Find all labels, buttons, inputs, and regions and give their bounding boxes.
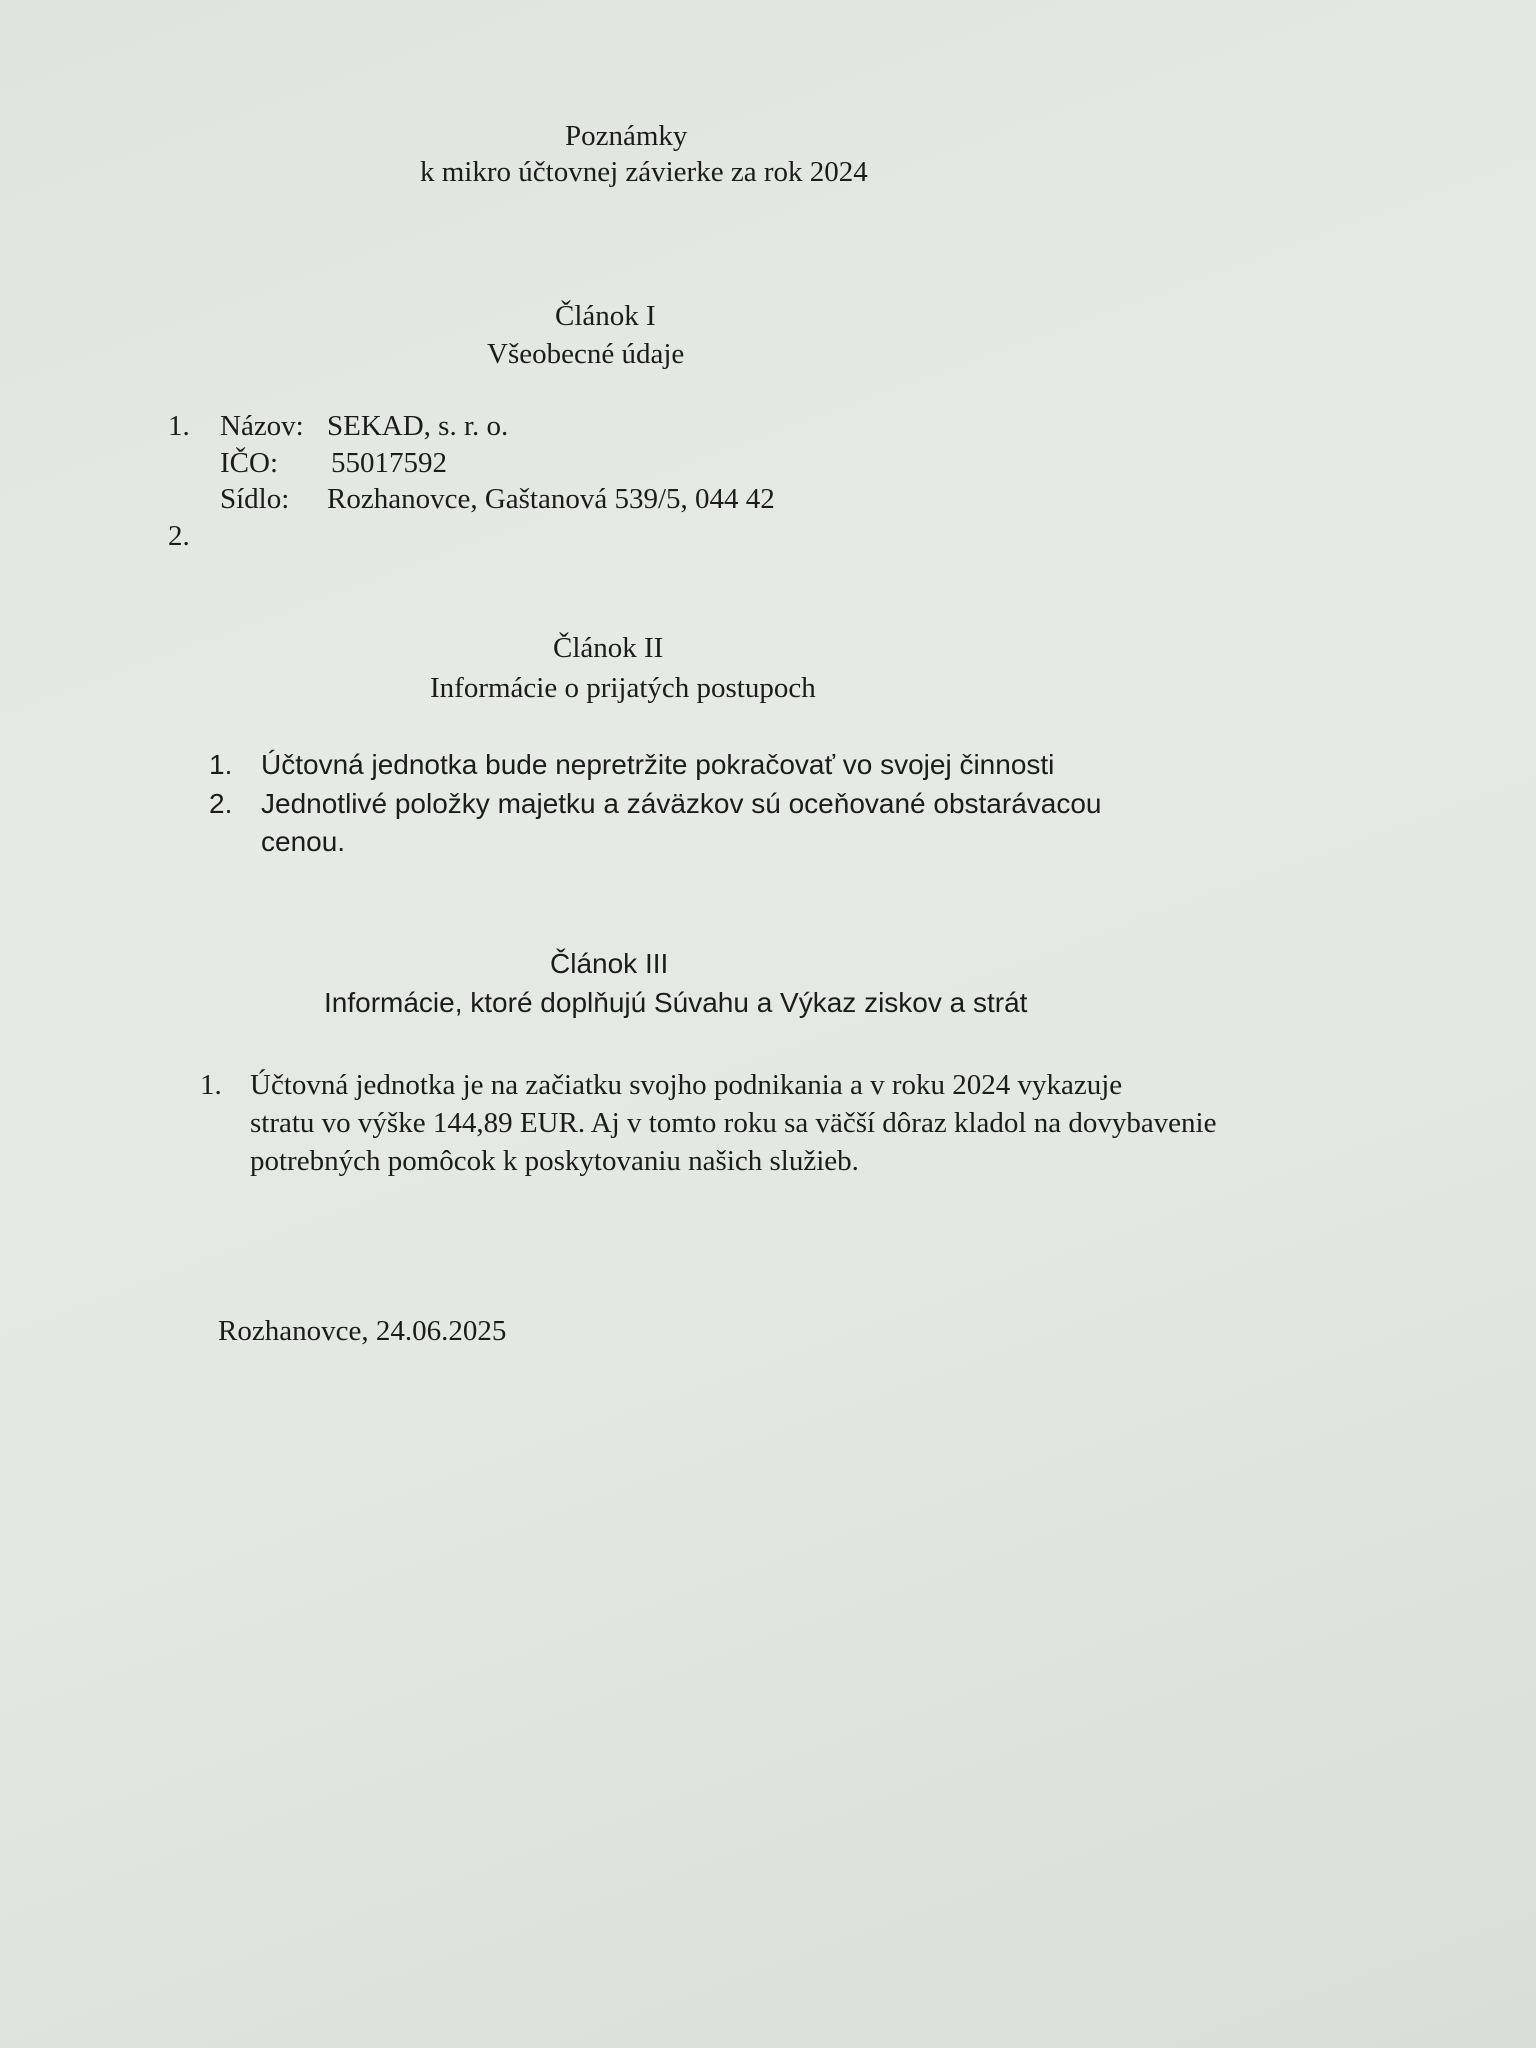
place-and-date: Rozhanovce, 24.06.2025: [218, 1315, 507, 1347]
article-2-item-2-text-line-2: cenou.: [261, 826, 346, 857]
article-2-number: Článok II: [553, 632, 664, 664]
article-1-number: Článok I: [555, 300, 656, 332]
article-2-item-1-marker: 1.: [209, 749, 233, 780]
article-1-heading: Všeobecné údaje: [487, 338, 685, 370]
article-3-item-1-text-line-2: stratu vo výške 144,89 EUR. Aj v tomto roku sa väčší dôraz kladol na dovybavenie: [250, 1107, 1217, 1139]
seat-value: Rozhanovce, Gaštanová 539/5, 044 42: [327, 483, 775, 515]
article-3-item-1-marker: 1.: [200, 1069, 222, 1101]
seat-label: Sídlo:: [220, 483, 290, 515]
ico-value: 55017592: [331, 447, 447, 479]
article-2-heading: Informácie o prijatých postupoch: [430, 672, 816, 704]
document-subtitle: k mikro účtovnej závierke za rok 2024: [420, 156, 868, 188]
company-name-label: Názov:: [220, 410, 304, 442]
article-3-number: Článok III: [550, 948, 669, 979]
company-name-value: SEKAD, s. r. o.: [327, 410, 509, 442]
article-3-heading: Informácie, ktoré doplňujú Súvahu a Výkaz ziskov a strát: [324, 987, 1028, 1018]
article-3-item-1-text-line-1: Účtovná jednotka je na začiatku svojho podnikania a v roku 2024 vykazuje: [250, 1069, 1123, 1101]
article-2-item-2-text-line-1: Jednotlivé položky majetku a záväzkov sú oceňované obstarávacou: [261, 788, 1102, 819]
article-2-item-1-text: Účtovná jednotka bude nepretržite pokračovať vo svojej činnosti: [261, 749, 1055, 780]
article-3-item-1-text-line-3: potrebných pomôcok k poskytovaniu našich služieb.: [250, 1145, 859, 1177]
ico-label: IČO:: [220, 447, 278, 479]
article-1-item-1-marker: 1.: [168, 410, 190, 442]
article-2-item-2-marker: 2.: [209, 788, 233, 819]
document-title: Poznámky: [565, 120, 688, 152]
article-1-item-2-marker: 2.: [168, 520, 190, 552]
